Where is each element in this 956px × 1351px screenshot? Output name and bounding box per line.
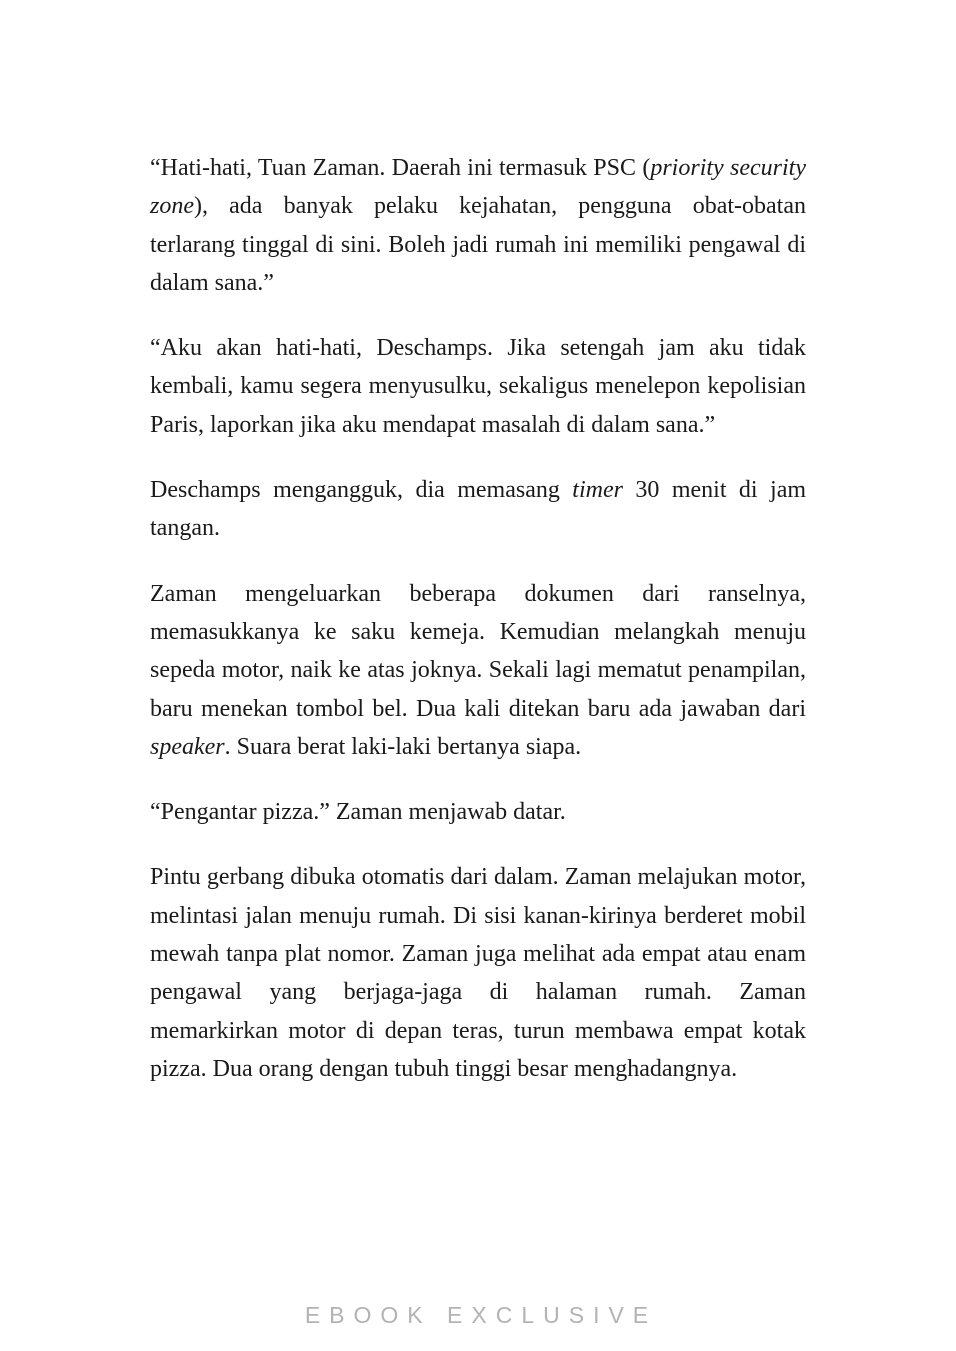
text-segment: “Hati-hati, Tuan Zaman. Daerah ini termasuk PSC ( — [150, 155, 651, 181]
text-segment: Deschamps mengangguk, dia memasang — [150, 477, 573, 504]
italic-segment: priority security zone — [150, 155, 806, 220]
paragraph — [150, 793, 806, 831]
paragraph — [150, 575, 806, 766]
text-segment: . Suara berat laki-laki bertanya siapa. — [224, 733, 582, 760]
text-segment: Zaman mengeluarkan beberapa dokumen dari ranselnya, memasukkanya ke saku kemeja. Kemudian melangkah menuju sepeda motor, naik ke atas joknya. Sekali lagi mematut penampilan, baru menekan tombol bel. Dua kali ditekan baru ada jawaban dari — [150, 580, 806, 722]
paragraph — [150, 858, 806, 1088]
text-segment: ), ada banyak pelaku kejahatan, pengguna obat-obatan terlarang tinggal di sini. Boleh jadi rumah ini memiliki pengawal di dalam sana.” — [150, 193, 806, 296]
paragraph — [150, 149, 806, 302]
text-segment: Pintu gerbang dibuka otomatis dari dalam. Zaman melajukan motor, melintasi jalan menuju rumah. Di sisi kanan-kirinya berderet mobil mewah tanpa plat nomor. Zaman juga melihat ada empat atau enam pengawal yang berjaga-jaga di halaman rumah. Zaman memarkirkan motor di depan teras, turun membawa empat kotak pizza. Dua orang dengan tubuh tinggi besar menghadangnya. — [150, 864, 806, 1082]
text-segment: “Aku akan hati-hati, Deschamps. Jika setengah jam aku tidak kembali, kamu segera menyusulku, sekaligus menelepon kepolisian Paris, laporkan jika aku mendapat masalah di dalam sana.” — [150, 335, 806, 438]
footer-label: EBOOK EXCLUSIVE — [304, 1302, 658, 1328]
paragraph — [150, 471, 806, 548]
italic-segment: timer — [572, 477, 623, 504]
page-body — [150, 149, 806, 1115]
text-segment: 30 menit di jam tangan. — [150, 477, 807, 542]
text-segment: “Pengantar pizza.” Zaman menjawab datar. — [150, 799, 566, 826]
italic-segment: speaker — [150, 733, 225, 760]
paragraph — [150, 329, 806, 444]
